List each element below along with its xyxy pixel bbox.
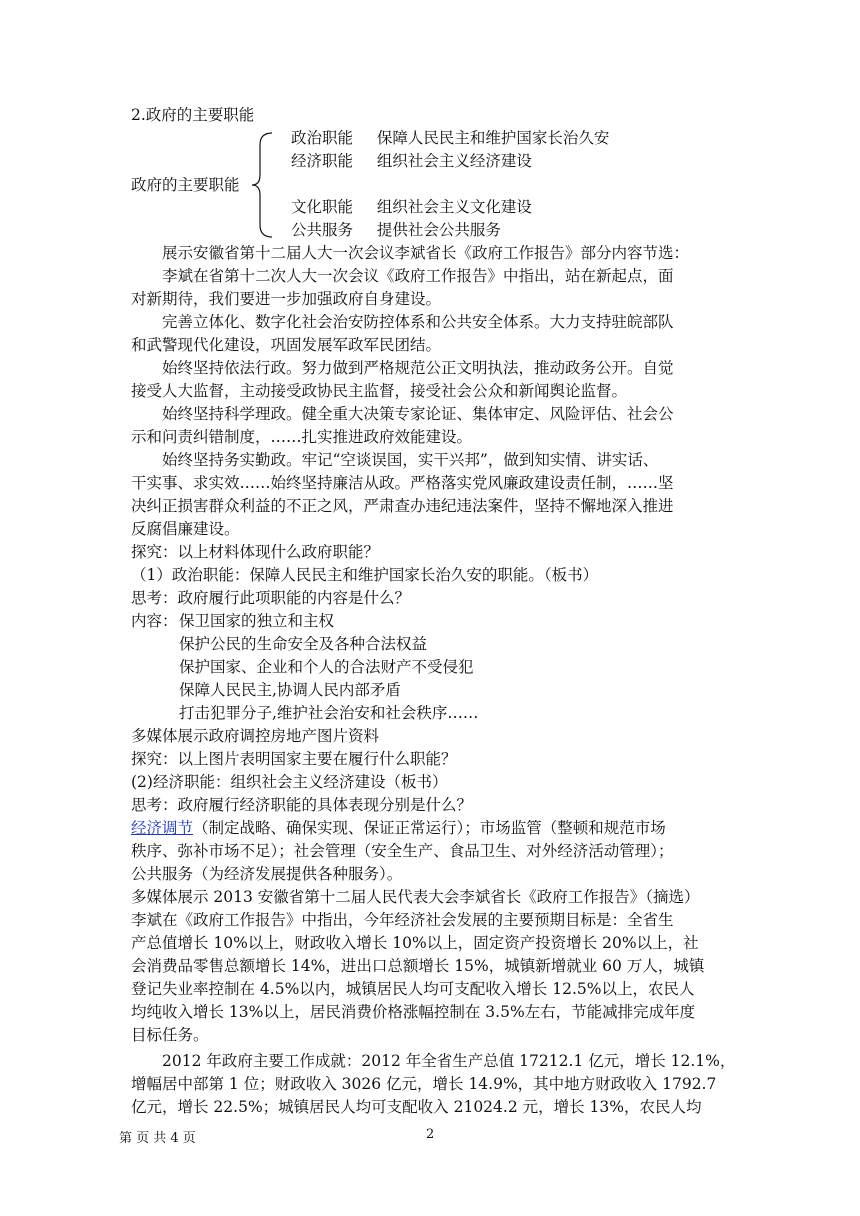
think-question: 思考：政府履行此项职能的内容是什么？ (131, 589, 411, 607)
economic-roles-line: 秩序、弥补市场不足）；社会管理（安全生产、食品卫生、对外经济活动管理）； (131, 842, 674, 860)
multimedia-note: 多媒体展示 2013 安徽省第十二届人民代表大会李斌省长《政府工作报告》（摘选） (131, 888, 700, 906)
targets-line: 会消费品零售总额增长 14%，进出口总额增长 15%，城镇新增就业 60 万人，城镇 (131, 957, 705, 975)
targets-line: 登记失业率控制在 4.5%以内，城镇居民人均可支配收入增长 12.5%以上，农民人 (131, 980, 695, 998)
function-desc: 提供社会公共服务 (376, 221, 501, 239)
economic-function-note: (2)经济职能：组织社会主义经济建设（板书） (131, 773, 448, 791)
report-paragraph-line: 李斌在省第十二次人大一次会议《政府工作报告》中指出，站在新起点，面 (162, 267, 674, 285)
curly-brace-icon (250, 131, 276, 239)
report-paragraph-line: 示和问责纠错制度，……扎实推进政府效能建设。 (131, 428, 473, 446)
content-label: 内容： (131, 612, 178, 630)
think-question: 思考：政府履行经济职能的具体表现分别是什么？ (131, 796, 473, 814)
multimedia-note: 多媒体展示政府调控房地产图片资料 (131, 727, 380, 745)
targets-line: 目标任务。 (131, 1026, 209, 1044)
function-row-public-service (291, 219, 501, 241)
report-paragraph-line: 决纠正损害群众利益的不正之风，严肃查办违纪违法案件，坚持不懈地深入推进 (131, 497, 674, 515)
function-row-cultural (291, 196, 532, 218)
targets-line: 均纯收入增长 13%以上，居民消费价格涨幅控制在 3.5%左右，节能减排完成年度 (131, 1003, 696, 1021)
content-item: 保护公民的生命安全及各种合法权益 (179, 635, 428, 653)
report-paragraph-line: 始终坚持依法行政。努力做到严格规范公正文明执法，推动政务公开。自觉 (162, 359, 674, 377)
economic-roles-text: （制定战略、确保实现、保证正常运行）；市场监管（整顿和规范市场 (193, 819, 666, 837)
content-item: 打击犯罪分子,维护社会治安和社会秩序…… (179, 704, 479, 722)
functions-label: 政府的主要职能 (131, 176, 240, 194)
content-item: 保护国家、企业和个人的合法财产不受侵犯 (179, 658, 474, 676)
report-paragraph-line: 完善立体化、数字化社会治安防控体系和公共安全体系。大力支持驻皖部队 (162, 313, 674, 331)
achievements-line: 2012 年政府主要工作成就：2012 年全省生产总值 17212.1 亿元，增长 12.1%， (162, 1052, 736, 1070)
economic-roles-line (131, 817, 666, 839)
achievements-line: 增幅居中部第 1 位；财政收入 3026 亿元，增长 14.9%，其中地方财政收入 1792.7 (131, 1075, 717, 1093)
report-paragraph-line: 干实事、求实效……始终坚持廉洁从政。严格落实党风廉政建设责任制，……坚 (131, 474, 674, 492)
explore-question: 探究：以上材料体现什么政府职能？ (131, 543, 380, 561)
report-paragraph-line: 对新期待，我们要进一步加强政府自身建设。 (131, 290, 442, 308)
footer-page-number: 2 (426, 1127, 435, 1142)
function-desc: 组织社会主义文化建设 (376, 198, 532, 216)
function-row-political (291, 127, 609, 149)
report-paragraph-line: 始终坚持科学理政。健全重大决策专家论证、集体审定、风险评估、社会公 (162, 405, 674, 423)
section-title: 2.政府的主要职能 (131, 106, 255, 124)
function-name: 文化职能 (291, 198, 354, 216)
content-item: 保障人民民主,协调人民内部矛盾 (179, 681, 401, 699)
targets-line: 李斌在《政府工作报告》中指出，今年经济社会发展的主要预期目标是：全省生 (131, 911, 674, 929)
function-name: 政治职能 (291, 129, 354, 147)
economic-regulation-link[interactable]: 经济调节 (131, 819, 194, 837)
report-paragraph-line: 始终坚持务实勤政。牢记“空谈误国，实干兴邦”，做到知实情、讲实话、 (162, 451, 659, 469)
function-name: 经济职能 (291, 152, 354, 170)
function-desc: 组织社会主义经济建设 (376, 152, 532, 170)
function-desc: 保障人民民主和维护国家长治久安 (376, 129, 610, 147)
targets-line: 产总值增长 10%以上，财政收入增长 10%以上，固定资产投资增长 20%以上，社 (131, 934, 699, 952)
function-row-economic (291, 150, 532, 172)
footer-page-total: 第 页 共 4 页 (119, 1131, 196, 1146)
report-intro: 展示安徽省第十二届人大一次会议李斌省长《政府工作报告》部分内容节选： (162, 244, 690, 262)
content-item: 保卫国家的独立和主权 (179, 612, 335, 630)
economic-roles-line: 公共服务（为经济发展提供各种服务）。 (131, 865, 403, 883)
achievements-line: 亿元，增长 22.5%；城镇居民人均可支配收入 21024.2 元，增长 13%，农民人均 (131, 1098, 702, 1116)
explore-question: 探究：以上图片表明国家主要在履行什么职能？ (131, 750, 457, 768)
report-paragraph-line: 和武警现代化建设，巩固发展军政军民团结。 (131, 336, 442, 354)
report-paragraph-line: 反腐倡廉建设。 (131, 520, 240, 538)
function-name: 公共服务 (291, 221, 354, 239)
political-function-note: （1）政治职能：保障人民民主和维护国家长治久安的职能。（板书） (131, 566, 599, 584)
report-paragraph-line: 接受人大监督，主动接受政协民主监督，接受社会公众和新闻舆论监督。 (131, 382, 628, 400)
